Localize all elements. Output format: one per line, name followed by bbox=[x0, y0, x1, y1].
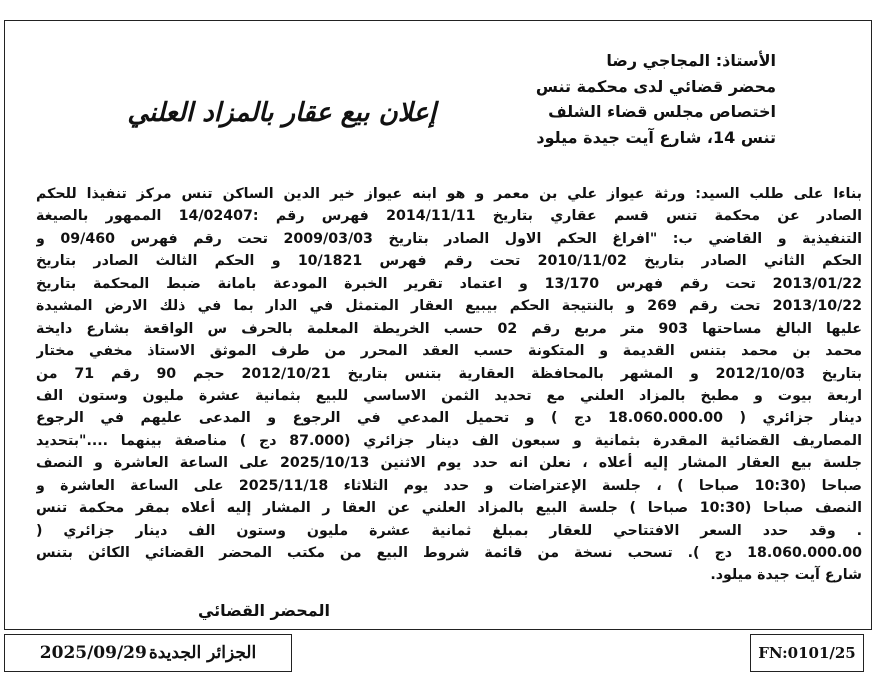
body-line: صباحا (10:30 صباحا ) ، جلسة الإعتراضات و حدد يوم الثلاثاء 2025/11/18 على الساعة العاشرة و bbox=[36, 477, 862, 494]
body-line: بناءا على طلب السيد: ورثة عيواز علي بن معمر و هو ابنه عيواز خير الدين الساكن تنس مركز تنفيذا للحكم bbox=[36, 186, 862, 202]
body-line: 2013/10/22 تحت رقم 269 و بالنتيجة الحكم بيبيع العقار المتمثل في الدار بما في ذلك الارض المشيدة bbox=[36, 298, 862, 315]
file-number: FN:0101/25 bbox=[750, 634, 864, 672]
body-line: 18.060.000.00 دج ). تسحب نسخة من قائمة شروط البيع من مكتب المحضر القضائي الكائن بتنس bbox=[36, 545, 862, 561]
body-line: . وقد حدد السعر الافتتاحي للعقار بمبلغ ثمانية عشرة مليون وستون الف دينار جزائري ( bbox=[36, 522, 862, 539]
body-line: شارع آيت جيدة ميلود. bbox=[710, 567, 862, 584]
signature: المحضر القضائي bbox=[197, 601, 330, 620]
newspaper-footer bbox=[4, 634, 292, 672]
newspaper-name: الجزائر الجديدة bbox=[148, 643, 257, 663]
publication-date: 2025/09/29 bbox=[39, 643, 147, 663]
bailiff-jurisdiction: اختصاص مجلس قضاء الشلف bbox=[548, 102, 776, 121]
body-line: عليها البالغ مساحتها 903 متر مربع رقم 02 حسب الخريطة المعلمة بالحرف س الواقعة بشارع دايخة bbox=[36, 320, 862, 337]
bailiff-header bbox=[446, 48, 776, 150]
body-line: 2013/01/22 تحت رقم فهرس 13/170 و اعتماد تقرير الخبرة المودعة بامانة ضبط المحكمة بتاريخ bbox=[36, 275, 862, 292]
bailiff-address: تنس 14، شارع آيت جيدة ميلود bbox=[536, 127, 776, 147]
bailiff-role: محضر قضائي لدى محكمة تنس bbox=[535, 76, 776, 96]
body-line: المصاريف القضائية المقدرة بثمانية و سبعون الف دينار جزائري (87.000 دج ) مناصفة بينهما ...."بتحديد bbox=[36, 432, 862, 449]
body-line: دينار جزائري ( 18.060.000.00 دج ) و تحميل المدعي في الرجوع و المدعى عليهم في الرجوع bbox=[36, 410, 862, 427]
body-line: بتاريخ 2012/10/03 و المشهر بالمحافظة العقارية بتنس بتاريخ 2012/10/21 حجم 90 رقم 71 من bbox=[36, 365, 862, 382]
body-line: اربعة بيوت و مطبخ بالمزاد العلني مع تحديد الثمن الاساسي للبيع بثمانية عشرة مليون وستون الف bbox=[36, 387, 862, 404]
body-line: الصادر عن محكمة تنس قسم عقاري بتاريخ 2014/11/11 فهرس رقم :14/02407 الممهور بالصيغة bbox=[36, 208, 862, 225]
body-line: جلسة بيع العقار المشار إليه أعلاه ، نعلن انه حدد يوم الاثنين 2025/10/13 على الساعة العاشرة و النصف bbox=[36, 455, 862, 472]
body-line: التنفيذية و القاضي ب: "افراغ الحكم الاول الصادر بتاريخ 2009/03/03 تحت رقم فهرس 09/460 و bbox=[36, 230, 862, 247]
notice-body bbox=[36, 183, 862, 587]
notice-title: إعلان بيع عقار بالمزاد العلني bbox=[127, 98, 436, 128]
bailiff-name: الأستاذ: المجاجي رضا bbox=[606, 51, 776, 70]
body-line: الحكم الثاني الصادر بتاريخ 2010/11/02 تحت رقم فهرس 10/1821 و الحكم الثالث الصادر بتاريخ bbox=[36, 253, 862, 270]
body-line: محمد بن محمد بتنس القديمة و المتكونة حسب العقد المحرر من طرف الموثق الاستاذ مخفي مختار bbox=[36, 343, 862, 360]
body-line: النصف صباحا (10:30 صباحا ) جلسة البيع بالمزاد العلني عن العقا ر المشار إليه أعلاه بمقر محكمة تنس bbox=[36, 500, 862, 517]
